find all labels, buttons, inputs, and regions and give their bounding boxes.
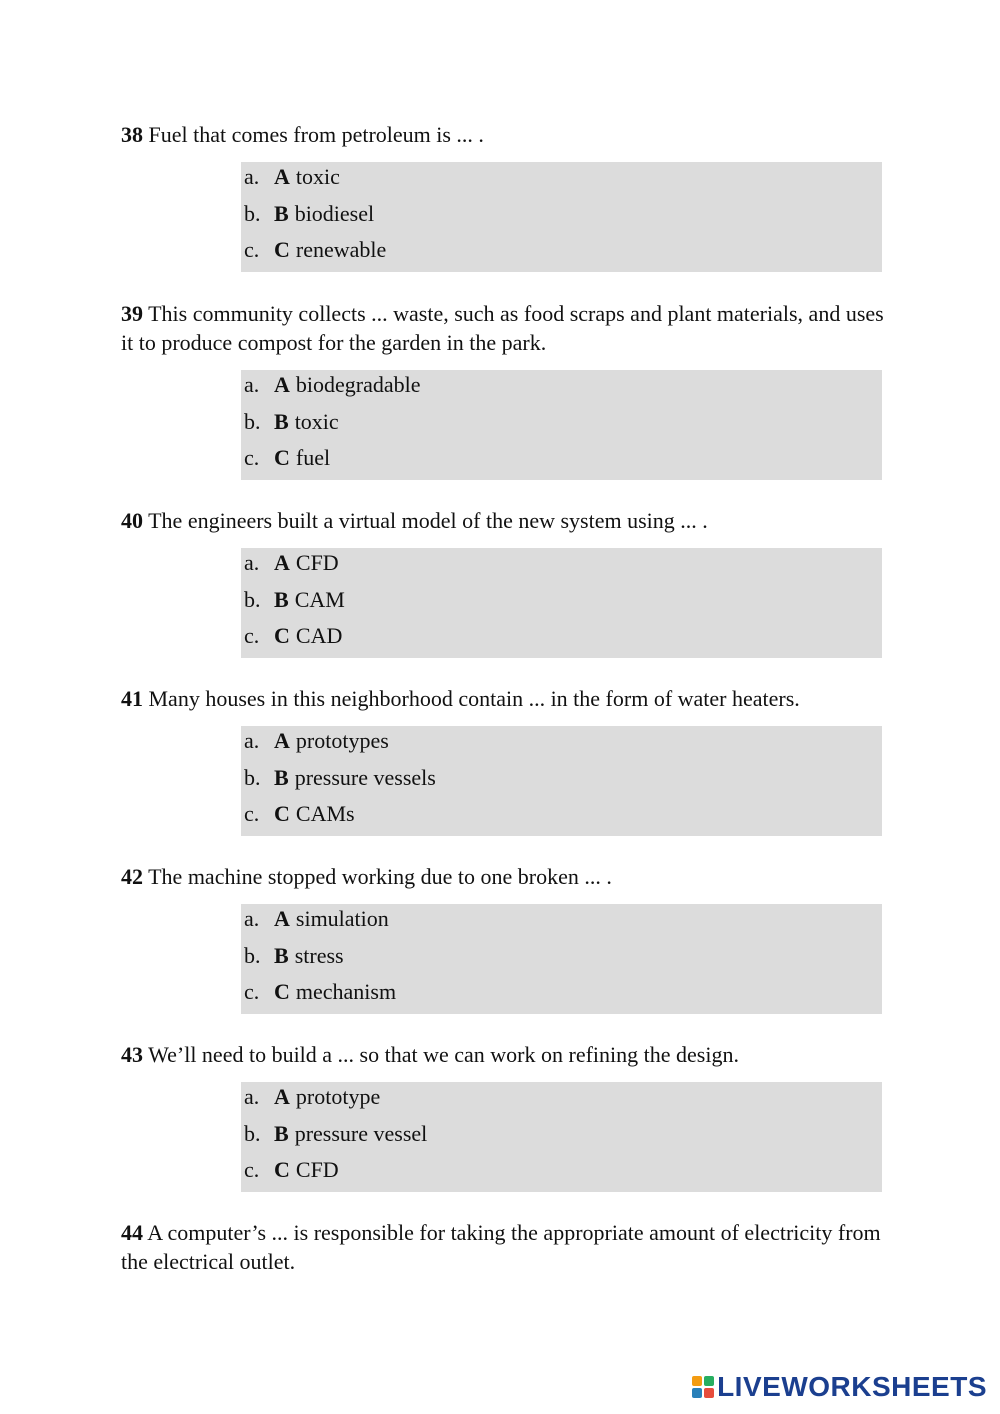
option-b[interactable]: b. B pressure vessel [244, 1120, 428, 1146]
question-text: The engineers built a virtual model of the new system using ... . [148, 508, 708, 533]
option-b[interactable]: b. B pressure vessels [244, 764, 436, 790]
option-a[interactable]: a. A simulation [244, 906, 389, 931]
answer-options [241, 726, 882, 836]
option-b[interactable]: b. B CAM [244, 586, 345, 612]
option-b[interactable]: b. B biodiesel [244, 200, 375, 226]
question-number: 41 [121, 686, 143, 711]
option-a[interactable]: a. A biodegradable [244, 372, 421, 397]
question-stem [121, 1218, 886, 1276]
question-stem [121, 506, 886, 535]
question-text: Fuel that comes from petroleum is ... . [148, 122, 484, 147]
question-number: 38 [121, 122, 143, 147]
question-stem [121, 1040, 886, 1069]
question-number: 43 [121, 1042, 143, 1067]
option-c[interactable]: c. C CFD [244, 1157, 339, 1182]
option-c[interactable]: c. C mechanism [244, 979, 397, 1004]
answer-options [241, 904, 882, 1014]
logo-square-icon [704, 1388, 714, 1398]
logo-mark-icon [692, 1376, 714, 1398]
option-a[interactable]: a. A prototype [244, 1084, 381, 1109]
option-c[interactable]: c. C renewable [244, 237, 387, 262]
question-stem [121, 120, 886, 149]
question-text: A computer’s ... is responsible for taking the appropriate amount of electricity from the electrical outlet. [121, 1220, 881, 1274]
option-b[interactable]: b. B stress [244, 942, 344, 968]
option-c[interactable]: c. C CAD [244, 623, 343, 648]
question-41 [121, 684, 886, 836]
answer-options [241, 1082, 882, 1192]
question-number: 39 [121, 301, 143, 326]
question-text: The machine stopped working due to one broken ... . [148, 864, 612, 889]
logo-square-icon [704, 1376, 714, 1386]
option-c[interactable]: c. C CAMs [244, 801, 355, 826]
option-a[interactable]: a. A toxic [244, 164, 340, 189]
option-a[interactable]: a. A CFD [244, 550, 339, 575]
question-text: We’ll need to build a ... so that we can work on refining the design. [148, 1042, 739, 1067]
question-stem [121, 299, 886, 357]
option-b[interactable]: b. B toxic [244, 408, 339, 434]
question-39 [121, 299, 886, 480]
question-43 [121, 1040, 886, 1192]
question-stem [121, 862, 886, 891]
answer-options [241, 162, 882, 272]
liveworksheets-logo [692, 1372, 987, 1402]
question-40 [121, 506, 886, 658]
question-number: 40 [121, 508, 143, 533]
question-text: Many houses in this neighborhood contain ... in the form of water heaters. [148, 686, 800, 711]
question-text: This community collects ... waste, such as food scraps and plant materials, and uses it to produce compost for the garden in the park. [121, 301, 884, 355]
question-44 [121, 1218, 886, 1276]
logo-square-icon [692, 1376, 702, 1386]
logo-text: LIVEWORKSHEETS [717, 1371, 987, 1402]
option-c[interactable]: c. C fuel [244, 445, 331, 470]
option-a[interactable]: a. A prototypes [244, 728, 389, 753]
question-number: 44 [121, 1220, 143, 1245]
question-number: 42 [121, 864, 143, 889]
answer-options [241, 370, 882, 480]
answer-options [241, 548, 882, 658]
question-42 [121, 862, 886, 1014]
logo-square-icon [692, 1388, 702, 1398]
question-38 [121, 120, 886, 272]
question-stem [121, 684, 886, 713]
